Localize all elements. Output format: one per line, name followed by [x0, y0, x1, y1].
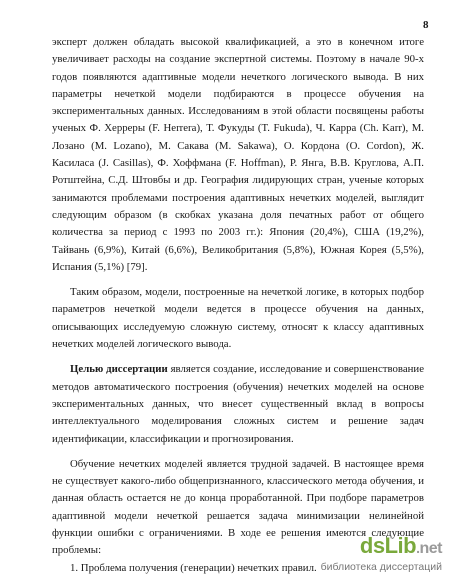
document-body	[52, 34, 424, 577]
dissertation-goal-text: является создание, исследование и совершенствование методов автоматического построения (обучения) нечетких моделей на основе экспериментальных данных, что внесет существенный вклад в вопросы интеллектуального моделирования сложных систем и решение задач идентификации, классификации и прогнозирования.	[52, 363, 424, 445]
paragraph-1: эксперт должен обладать высокой квалификацией, а это в конечном итоге увеличивает расходы на создание экспертной системы. Поэтому в начале 90-х годов появляются адаптивные модели нечеткого логического вывода. В них параметры нечеткой модели подбираются в процессе обучения на экспериментальных данных. Исследованиям в этой области посвящены работы ученых Ф. Херреры (F. Herrera), Т. Фукуды (T. Fukuda), Ч. Карра (Ch. Karr), М. Лозано (M. Lozano), М. Сакава (M. Sakawa), О. Кордона (O. Cordon), Ж. Касиласа (J. Casillas), Ф. Хоффмана (F. Hoffman), Р. Янга, В.В. Круглова, А.П. Ротштейна, С.Д. Штовбы и др. География лидирующих стран, ученые которых занимаются проблемами построения адаптивных нечетких моделей, выглядит следующим образом (в скобках указана доля печатных работ от общего количества за период с 1993 по 2003 гг.): Япония (20,4%), США (19,2%), Тайвань (6,9%), Китай (6,6%), Великобритания (5,8%), Южная Корея (5,5%), Испания (5,1%) [79].	[52, 36, 424, 273]
watermark-caption: библиотека диссертаций	[320, 561, 442, 573]
dissertation-goal-lead: Целью диссертации	[70, 363, 168, 376]
page-number: 8	[423, 19, 429, 31]
list-item-1: 1. Проблема получения (генерации) нечетких правил.	[70, 561, 317, 574]
watermark-logo: dsLib.net	[359, 533, 442, 558]
paragraph-2: Таким образом, модели, построенные на нечеткой логике, в которых подбор параметров нечеткой модели ведется в процессе обучения на данных, описывающих исследуемую сложную систему, относят к классу адаптивных нечетких моделей логического вывода.	[52, 286, 424, 351]
paragraph-3	[52, 361, 424, 447]
watermark	[321, 535, 442, 573]
paragraph-4: Обучение нечетких моделей является трудной задачей. В настоящее время не существует какого-либо общепризнанного, классического метода обучения, и данная область остается не до конца проработанной. При подборе параметров адаптивной модели нечеткой решается задача минимизации нелинейной функции ошибки с ограничениями. В ходе ее решения имеются следующие проблемы:	[52, 457, 424, 557]
